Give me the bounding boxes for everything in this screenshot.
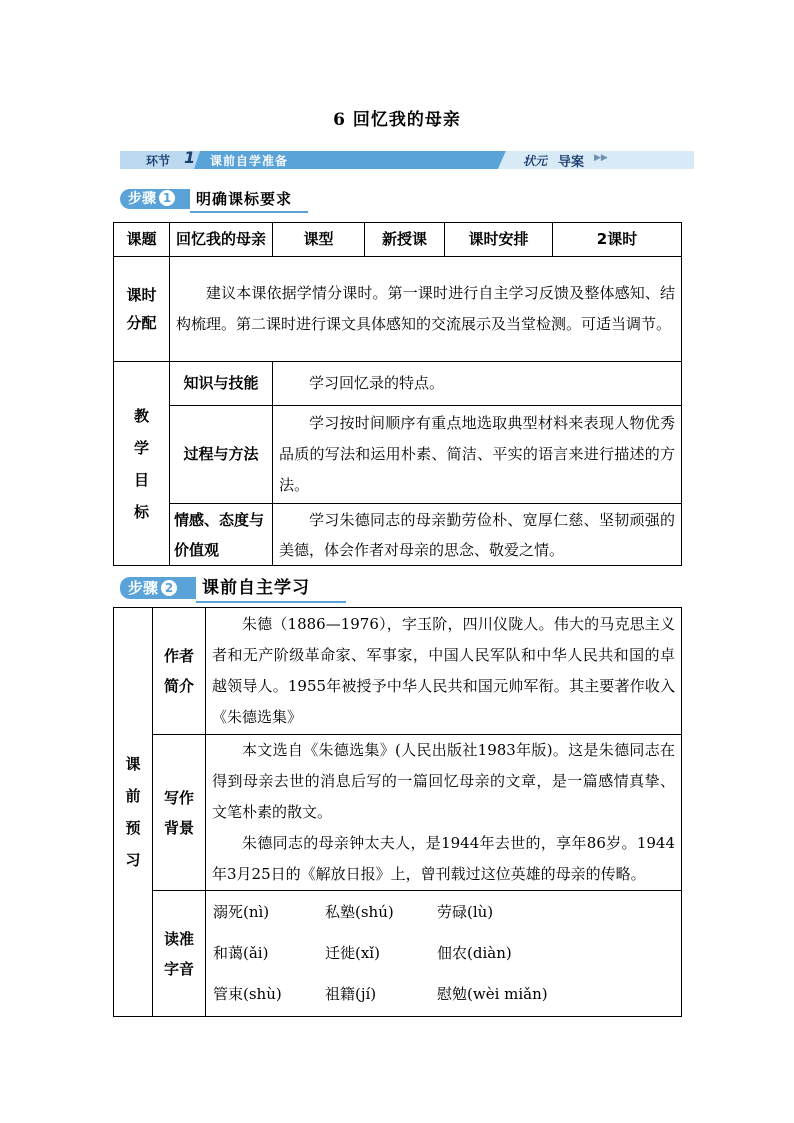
author-label: [153, 608, 206, 735]
objectives-char-1: 教: [133, 406, 149, 425]
objectives-label: [114, 362, 170, 566]
allocation-label-line1: 课时: [126, 286, 157, 304]
objective-text-emotion: 学习朱德同志的母亲勤劳俭朴、宽厚仁慈、坚韧顽强的美德，体会作者对母亲的思念、敬爱之情。: [273, 504, 682, 566]
objective-text-knowledge: 学习回忆录的特点。: [273, 362, 682, 406]
objective-name-emotion-line1: 情感、态度与: [174, 510, 265, 529]
pronunciation-row-3: [213, 974, 675, 1015]
step2-header: [120, 577, 350, 599]
objectives-char-4: 标: [133, 502, 149, 521]
banner-name: 课前自学准备: [210, 154, 289, 168]
banner-right-label-1: 状元: [523, 154, 548, 168]
pronunciation-label: [153, 891, 206, 1017]
preview-section-label: [114, 608, 153, 1017]
step1-label: 明确课标要求: [196, 190, 293, 208]
author-label-line2: 简介: [163, 677, 194, 695]
lesson-type-value: 新授课: [365, 223, 445, 257]
double-arrow-icon: ▶▶: [594, 153, 608, 163]
pronunciation-item: 溺死(nì): [213, 903, 270, 921]
lesson-type-label: 课型: [273, 223, 365, 257]
step2-underline: [196, 601, 346, 603]
step2-pill: [120, 577, 196, 599]
background-para-2: 朱德同志的母亲钟太夫人，是1944年去世的，享年86岁。1944年3月25日的《解放日报》上，曾刊载过这位英雄的母亲的传略。: [212, 834, 675, 883]
step1-number: 1: [159, 190, 175, 206]
pronunciation-item: 慰勉(wèi miǎn): [437, 985, 548, 1003]
pronunciation-row-1: [213, 892, 675, 933]
allocation-label-line2: 分配: [126, 314, 157, 332]
background-text: [206, 735, 682, 891]
step2-text: 步骤: [128, 579, 159, 597]
topic-label: 课题: [114, 223, 170, 257]
objective-text-process: 学习按时间顺序有重点地选取典型材料来表现人物优秀品质的写法和运用朴素、简洁、平实的语言来进行描述的方法。: [273, 406, 682, 504]
banner-left-label: 环节: [146, 154, 171, 168]
author-text: 朱德（1886—1976），字玉阶，四川仪陇人。伟大的马克思主义者和无产阶级革命家、军事家，中国人民军队和中华人民共和国的卓越领导人。1955年被授予中华人民共和国元帅军衔。其主要著作收入《朱德选集》: [206, 608, 682, 735]
author-label-line1: 作者: [163, 647, 194, 665]
preview-char-1: 课: [125, 755, 141, 773]
preview-table: [113, 607, 682, 1017]
pronunciation-item: 祖籍(jí): [325, 985, 377, 1003]
pronunciation-item: 和蔼(ǎi): [213, 944, 269, 962]
pronunciation-label-line2: 字音: [163, 959, 194, 978]
pronunciation-row-2: [213, 933, 675, 974]
allocation-label: [114, 257, 170, 362]
step1-pill: [120, 189, 190, 209]
step1-header: [120, 189, 310, 211]
step2-number: 2: [161, 580, 177, 596]
background-label: [153, 735, 206, 891]
objective-name-emotion: [170, 504, 273, 566]
objective-name-knowledge: 知识与技能: [170, 362, 273, 406]
background-para-1: 本文选自《朱德选集》(人民出版社1983年版)。这是朱德同志在得到母亲去世的消息后写的一篇回忆母亲的文章，是一篇感情真挚、文笔朴素的散文。: [212, 741, 675, 821]
objective-name-emotion-line2: 价值观: [174, 540, 220, 559]
step1-text: 步骤: [128, 191, 156, 207]
banner-number: 1: [184, 148, 196, 167]
pronunciation-item: 迁徙(xǐ): [325, 944, 380, 962]
preview-char-3: 预: [125, 819, 141, 837]
schedule-value: 2课时: [553, 223, 682, 257]
pronunciation-item: 私塾(shú): [325, 903, 394, 921]
pronunciation-label-line1: 读准: [163, 929, 194, 948]
allocation-text: 建议本课依据学情分课时。第一课时进行自主学习反馈及整体感知、结构梳理。第二课时进行课文具体感知的交流展示及当堂检测。可适当调节。: [170, 257, 682, 362]
step2-label: 课前自主学习: [202, 578, 310, 598]
pronunciation-item: 劳碌(lù): [437, 903, 494, 921]
topic-value: 回忆我的母亲: [170, 223, 273, 257]
schedule-label: 课时安排: [445, 223, 553, 257]
pronunciation-list: [206, 891, 682, 1017]
step1-underline: [190, 211, 308, 213]
preview-char-4: 习: [125, 851, 141, 869]
pronunciation-item: 佃农(diàn): [437, 944, 512, 962]
objective-name-process: 过程与方法: [170, 406, 273, 504]
page-title: 6 回忆我的母亲: [333, 110, 461, 130]
pronunciation-item: 管束(shù): [213, 985, 282, 1003]
curriculum-table: [113, 222, 682, 566]
objectives-char-3: 目: [133, 470, 149, 489]
background-label-line1: 写作: [163, 788, 194, 807]
section-banner: [120, 148, 694, 170]
objectives-char-2: 学: [133, 438, 149, 457]
background-label-line2: 背景: [163, 818, 194, 837]
preview-char-2: 前: [125, 787, 141, 805]
banner-right-label-2: 导案: [558, 155, 585, 170]
